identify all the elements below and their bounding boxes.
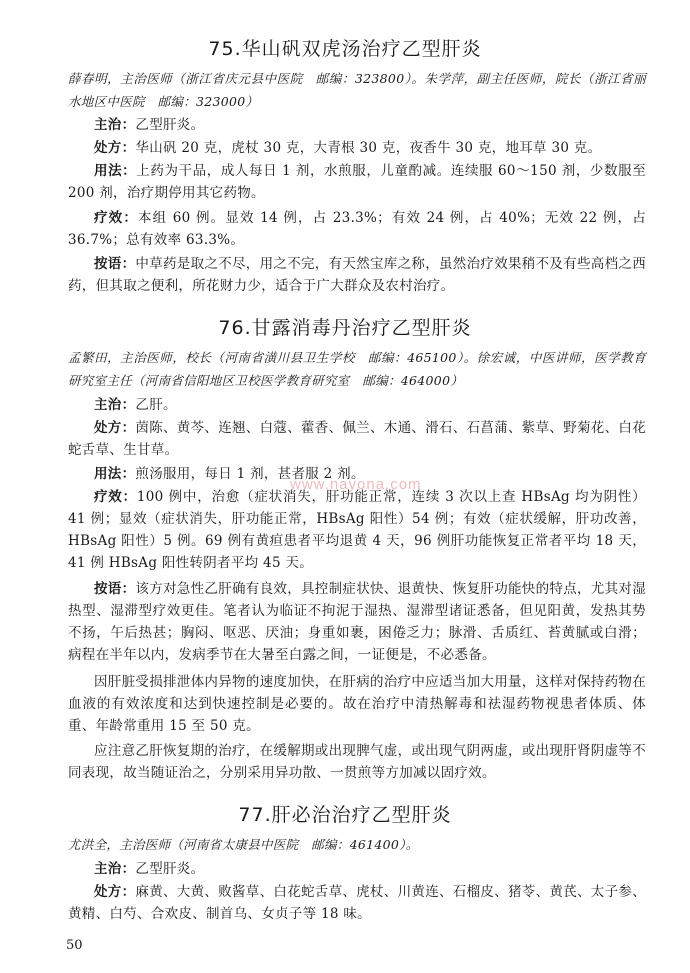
prescription-label: 处方： xyxy=(94,420,136,436)
indications-label: 主治： xyxy=(94,397,136,413)
prescription-75 xyxy=(68,137,646,159)
efficacy-76 xyxy=(68,486,646,574)
indications-76 xyxy=(68,394,646,416)
usage-text: 上药为干品，成人每日 1 剂，水煎服，儿童酌减。连续服 60～150 剂，少数服至 200 剂，治疗期停用其它药物。 xyxy=(68,163,646,201)
indications-text: 乙肝。 xyxy=(135,397,177,413)
efficacy-text: 100 例中，治愈（症状消失，肝功能正常，连续 3 次以上查 HBsAg 均为阴性）41 例；显效（症状消失，肝功能正常，HBsAg 阳性）54 例；有效（症状缓解，肝功改善，HBsAg 阳性）5 例。69 例有黄疸患者平均退黄 4 天，96 例肝功能恢复正常者平均 18 天，41 例 HBsAg 阳性转阴者平均 45 天。 xyxy=(68,489,646,571)
indications-label: 主治： xyxy=(94,861,136,877)
prescription-text: 麻黄、大黄、败酱草、白花蛇舌草、虎杖、川黄连、石榴皮、猪苓、黄芪、太子参、黄精、白芍、合欢皮、制首乌、女贞子等 18 味。 xyxy=(68,884,647,922)
note-label: 按语： xyxy=(94,581,136,597)
prescription-text: 华山矾 20 克，虎杖 30 克，大青根 30 克，夜香牛 30 克，地耳草 30 克。 xyxy=(135,140,602,156)
prescription-77 xyxy=(68,881,646,925)
indications-75 xyxy=(68,114,646,136)
efficacy-label: 疗效： xyxy=(94,210,138,226)
prescription-label: 处方： xyxy=(94,140,136,156)
prescription-text: 茵陈、黄芩、连翘、白蔻、藿香、佩兰、木通、滑石、石菖蒲、紫草、野菊花、白花蛇舌草、生甘草。 xyxy=(68,420,647,458)
paragraph-76-dosage: 因肝脏受损排泄体内异物的速度加快，在肝病的治疗中应适当加大用量，这样对保持药物在血液的有效浓度和达到快速控制是必要的。故在治疗中清热解毒和祛湿药物视患者体质、体重、年龄常重用 15 至 50 克。 xyxy=(68,674,646,734)
indications-label: 主治： xyxy=(94,117,136,133)
efficacy-text: 本组 60 例。显效 14 例，占 23.3%；有效 24 例，占 40%；无效 22 例，占 36.7%；总有效率 63.3%。 xyxy=(68,210,646,248)
note-label: 按语： xyxy=(94,256,136,272)
usage-label: 用法： xyxy=(94,466,136,482)
paragraph-76-recovery: 应注意乙肝恢复期的治疗，在缓解期或出现脾气虚，或出现气阴两虚，或出现肝肾阴虚等不同表现，故当随证治之，分别采用异功散、一贯煎等方加减以固疗效。 xyxy=(68,743,646,781)
author-info-77: 尤洪全，主治医师（河南省太康县中医院 邮编：461400）。 xyxy=(68,837,419,852)
page-number: 50 xyxy=(66,938,83,953)
prescription-label: 处方： xyxy=(94,884,136,900)
efficacy-label: 疗效： xyxy=(94,489,137,505)
section-title-77: 77.肝必治治疗乙型肝炎 xyxy=(238,804,452,826)
usage-text: 煎汤服用，每日 1 剂，甚者服 2 剂。 xyxy=(135,466,365,482)
note-text: 中草药是取之不尽，用之不完，有天然宝库之称，虽然治疗效果稍不及有些高档之西药，但其取之便利，所花财力少，适合于广大群众及农村治疗。 xyxy=(68,256,647,294)
author-info-76: 孟繁田，主治医师，校长（河南省潢川县卫生学校 邮编：465100）。徐宏诚，中医讲师，医学教育研究室主任（河南省信阳地区卫校医学教育研究室 邮编：464000） xyxy=(68,350,646,388)
note-76 xyxy=(68,578,646,666)
efficacy-75 xyxy=(68,207,646,251)
note-75 xyxy=(68,253,646,297)
indications-77 xyxy=(68,858,646,880)
usage-label: 用法： xyxy=(94,163,137,179)
indications-text: 乙型肝炎。 xyxy=(135,117,205,133)
indications-text: 乙型肝炎。 xyxy=(135,861,205,877)
section-title-75: 75.华山矾双虎汤治疗乙型肝炎 xyxy=(208,38,482,60)
author-info-75: 薛春明，主治医师（浙江省庆元县中医院 邮编：323800）。朱学萍，副主任医师，院长（浙江省丽水地区中医院 邮编：323000） xyxy=(68,71,646,109)
section-title-76: 76.甘露消毒丹治疗乙型肝炎 xyxy=(218,317,472,339)
watermark: www.nayona.com xyxy=(290,476,422,493)
usage-75 xyxy=(68,160,646,204)
prescription-76 xyxy=(68,417,646,461)
note-text: 该方对急性乙肝确有良效，具控制症状快、退黄快、恢复肝功能快的特点，尤其对湿热型、湿滞型疗效更佳。笔者认为临证不拘泥于湿热、湿滞型诸证悉备，但见阳黄，发热其势不扬，午后热甚；胸闷、呕恶、厌油；身重如裹，困倦乏力；脉滑、舌质红、苔黄腻或白滑；病程在半年以内，发病季节在大暑至白露之间，一证便是，不必悉备。 xyxy=(68,581,647,663)
